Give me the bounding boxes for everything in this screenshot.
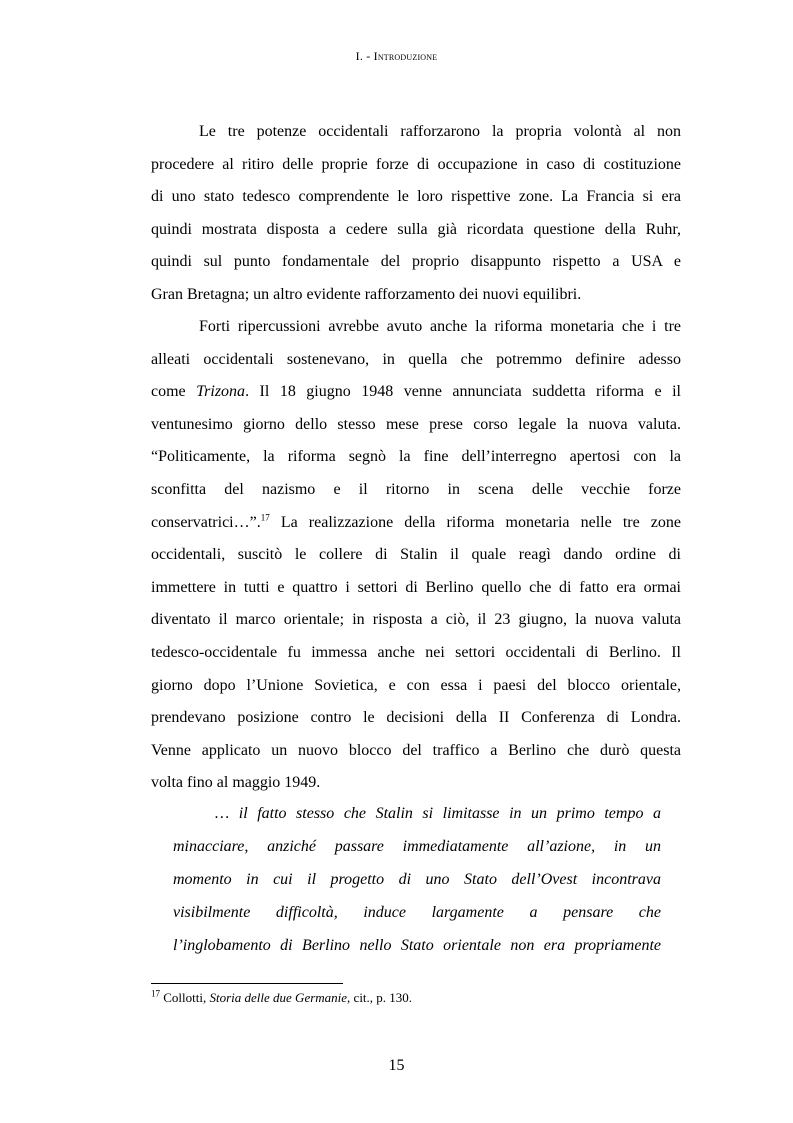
paragraph-line: giorno dopo l’Unione Sovietica, e con essa i paesi del blocco orientale, xyxy=(151,676,681,694)
page-number: 15 xyxy=(388,1057,405,1074)
italic-term: Trizona xyxy=(196,383,246,401)
footnote-number: 17 xyxy=(151,988,160,999)
quote-line: visibilmente difficoltà, induce largamente a pensare che xyxy=(173,904,661,921)
paragraph-line: volta fino al maggio 1949. xyxy=(151,774,321,792)
quote-line: minacciare, anziché passare immediatamente all’azione, in un xyxy=(173,838,661,855)
paragraph-line: Gran Bretagna; un altro evidente rafforzamento dei nuovi equilibri. xyxy=(151,285,582,303)
quote-line: momento in cui il progetto di uno Stato dell’Ovest incontrava xyxy=(173,871,661,888)
paragraph-line: procedere al ritiro delle proprie forze di occupazione in caso di costituzione xyxy=(151,155,681,173)
text-run: conservatrici…”. xyxy=(151,513,261,531)
footnote-title: Storia delle due Germanie xyxy=(209,990,348,1005)
paragraph-line: quindi sul punto fondamentale del proprio disappunto rispetto a USA e xyxy=(151,253,681,271)
paragraph-line: ventunesimo giorno dello stesso mese prese corso legale la nuova valuta. xyxy=(151,415,681,433)
running-header xyxy=(0,49,793,64)
footnote-author: Collotti, xyxy=(160,990,210,1005)
chapter-title: Introduzione xyxy=(373,49,438,63)
footnote-reference[interactable]: 17 xyxy=(260,512,270,523)
quote-line: … il fatto stesso che Stalin si limitasse in un primo tempo a xyxy=(215,805,661,822)
paragraph-line: diventato il marco orientale; in risposta a ciò, il 23 giugno, la nuova valuta xyxy=(151,611,681,629)
paragraph-line: Le tre potenze occidentali rafforzarono la propria volontà al non xyxy=(199,123,681,140)
paragraph-line: tedesco-occidentale fu immessa anche nei settori occidentali di Berlino. Il xyxy=(151,643,681,661)
paragraph-line: alleati occidentali sostenevano, in quella che potremmo definire adesso xyxy=(151,350,681,368)
paragraph-line: prendevano posizione contro le decisioni della II Conferenza di Londra. xyxy=(151,709,681,727)
footnote-separator xyxy=(151,983,343,984)
footnote xyxy=(151,989,412,1007)
paragraph-line: quindi mostrata disposta a cedere sulla già ricordata questione della Ruhr, xyxy=(151,220,681,238)
paragraph-line xyxy=(151,376,681,409)
paragraph-2 xyxy=(151,311,681,800)
paragraph-line: immettere in tutti e quattro i settori di Berlino quello che di fatto era ormai xyxy=(151,578,681,596)
block-quote xyxy=(173,797,661,962)
footnote-rest: , cit., p. 130. xyxy=(347,990,413,1005)
text-run: . Il 18 giugno 1948 venne annunciata suddetta riforma e il xyxy=(245,383,681,401)
paragraph-line: sconfitta del nazismo e il ritorno in scena delle vecchie forze xyxy=(151,480,681,498)
text-run: come xyxy=(151,383,197,401)
chapter-number: I. - xyxy=(355,49,374,63)
paragraph-line: occidentali, suscitò le collere di Stalin il quale reagì dando ordine di xyxy=(151,546,681,564)
paragraph-line: Forti ripercussioni avrebbe avuto anche la riforma monetaria che i tre xyxy=(199,318,681,335)
paragraph-line: “Politicamente, la riforma segnò la fine dell’interregno apertosi con la xyxy=(151,448,681,466)
paragraph-1 xyxy=(151,116,681,312)
text-run: La realizzazione della riforma monetaria nelle tre zone xyxy=(269,513,681,531)
paragraph-line: di uno stato tedesco comprendente le loro rispettive zone. La Francia si era xyxy=(151,188,681,206)
paragraph-line xyxy=(151,507,681,540)
paragraph-line: Venne applicato un nuovo blocco del traffico a Berlino che durò questa xyxy=(151,741,681,759)
quote-line: l’inglobamento di Berlino nello Stato orientale non era propriamente xyxy=(173,937,661,954)
